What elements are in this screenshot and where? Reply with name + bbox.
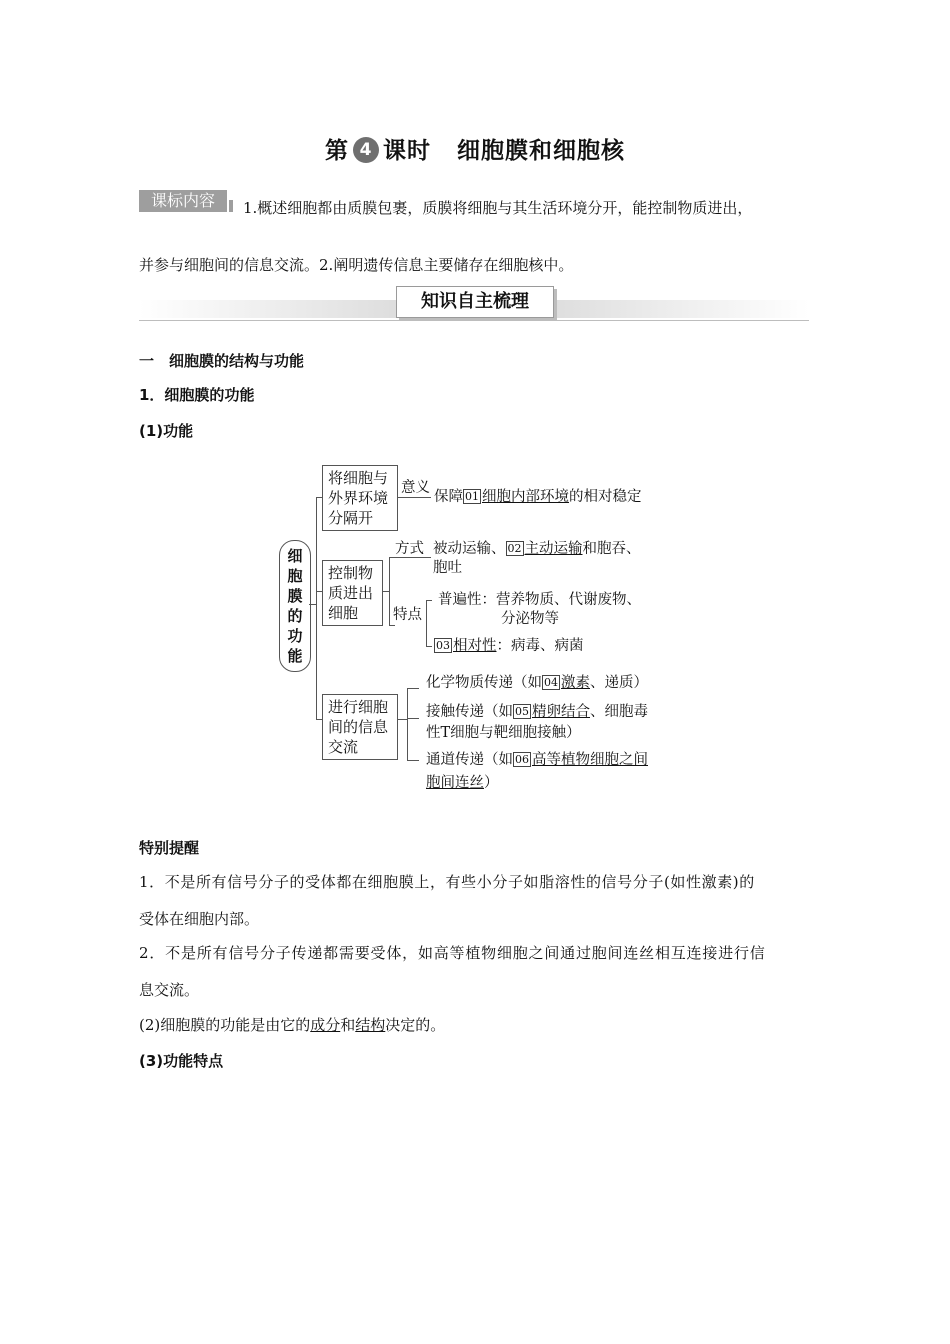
lesson-title <box>0 132 950 165</box>
answer-05: 精卵结合 <box>532 704 590 720</box>
branch-2-box: 控制物 质进出 细胞 <box>322 560 383 626</box>
branch-1-box: 将细胞与 外界环境 分隔开 <box>322 465 398 531</box>
answer-01: 细胞内部环境 <box>482 489 569 505</box>
part-heading: 一 细胞膜的结构与功能 <box>139 352 305 370</box>
section-divider <box>139 320 809 321</box>
branch-1-text: 保障 01 细胞内部环境的相对稳定 <box>434 489 642 505</box>
answer-04: 激素 <box>561 675 590 691</box>
blank-number-05: 05 <box>515 705 529 718</box>
reminder-2-line-2: 息交流。 <box>139 981 200 999</box>
comm-contact-line-2: 性T细胞与靶细胞接触） <box>426 725 581 741</box>
lesson-number-badge: 4 <box>353 137 379 163</box>
blank-number-01: 01 <box>465 490 479 503</box>
reminder-2-line-1: 2．不是所有信号分子传递都需要受体，如高等植物细胞之间通过胞间连丝相互连接进行信 <box>139 944 766 962</box>
title-name: 细胞膜和细胞核 <box>457 138 625 164</box>
title-prefix: 第 <box>325 138 349 164</box>
title-suffix: 课时 <box>383 138 431 164</box>
branch-1-connector-label: 意义 <box>401 480 430 496</box>
subheading-1a: (1)功能 <box>139 422 194 440</box>
way-text: 被动运输、 02 主动运输和胞吞、 <box>433 541 641 557</box>
answer-structure: 结构 <box>355 1016 386 1034</box>
way-text-line-2: 胞吐 <box>433 560 462 576</box>
subheading-3: (3)功能特点 <box>139 1052 224 1070</box>
reminder-1-line-2: 受体在细胞内部。 <box>139 910 260 928</box>
way-label: 方式 <box>395 541 424 557</box>
feature-2: 03 相对性：病毒、病菌 <box>436 638 584 654</box>
subheading-1: 1．细胞膜的功能 <box>139 386 255 404</box>
section-title: 知识自主梳理 <box>396 286 554 318</box>
standard-tag: 课标内容 <box>139 190 227 212</box>
standard-line-2: 并参与细胞间的信息交流。2.阐明遗传信息主要储存在细胞核中。 <box>139 256 574 274</box>
feature-label: 特点 <box>393 607 422 623</box>
blank-number-02: 02 <box>507 542 522 555</box>
blank-number-03: 03 <box>436 639 450 652</box>
answer-03: 相对性 <box>453 638 497 654</box>
comm-channel-line-2: 胞间连丝） <box>426 775 499 791</box>
answer-06-cont: 胞间连丝 <box>426 775 484 791</box>
comm-chemical: 化学物质传递（如 04 激素、递质） <box>426 675 648 691</box>
standard-line-1: 1.概述细胞都由质膜包裹，质膜将细胞与其生活环境分开，能控制物质进出， <box>243 199 753 217</box>
tag-bar-decoration <box>229 200 233 212</box>
reminder-1-line-1: 1．不是所有信号分子的受体都在细胞膜上，有些小分子如脂溶性的信号分子(如性激素)的 <box>139 873 755 891</box>
feature-1-line-2: 分泌物等 <box>501 611 559 627</box>
feature-1-line-1: 普遍性：营养物质、代谢废物、 <box>438 592 641 608</box>
paragraph-2: (2)细胞膜的功能是由它的成分和结构决定的。 <box>139 1016 446 1034</box>
answer-06: 高等植物细胞之间 <box>532 752 648 768</box>
answer-02: 主动运输 <box>524 541 583 557</box>
branch-3-box: 进行细胞 间的信息 交流 <box>322 694 398 760</box>
blank-number-06: 06 <box>515 753 529 766</box>
comm-contact: 接触传递（如 05 精卵结合、细胞毒 <box>426 704 648 720</box>
diagram-root: 细 胞 膜 的 功 能 <box>279 540 311 672</box>
answer-composition: 成分 <box>310 1016 341 1034</box>
reminder-heading: 特别提醒 <box>139 839 200 857</box>
comm-channel: 通道传递（如 06 高等植物细胞之间 <box>426 752 648 768</box>
blank-number-04: 04 <box>544 676 558 689</box>
